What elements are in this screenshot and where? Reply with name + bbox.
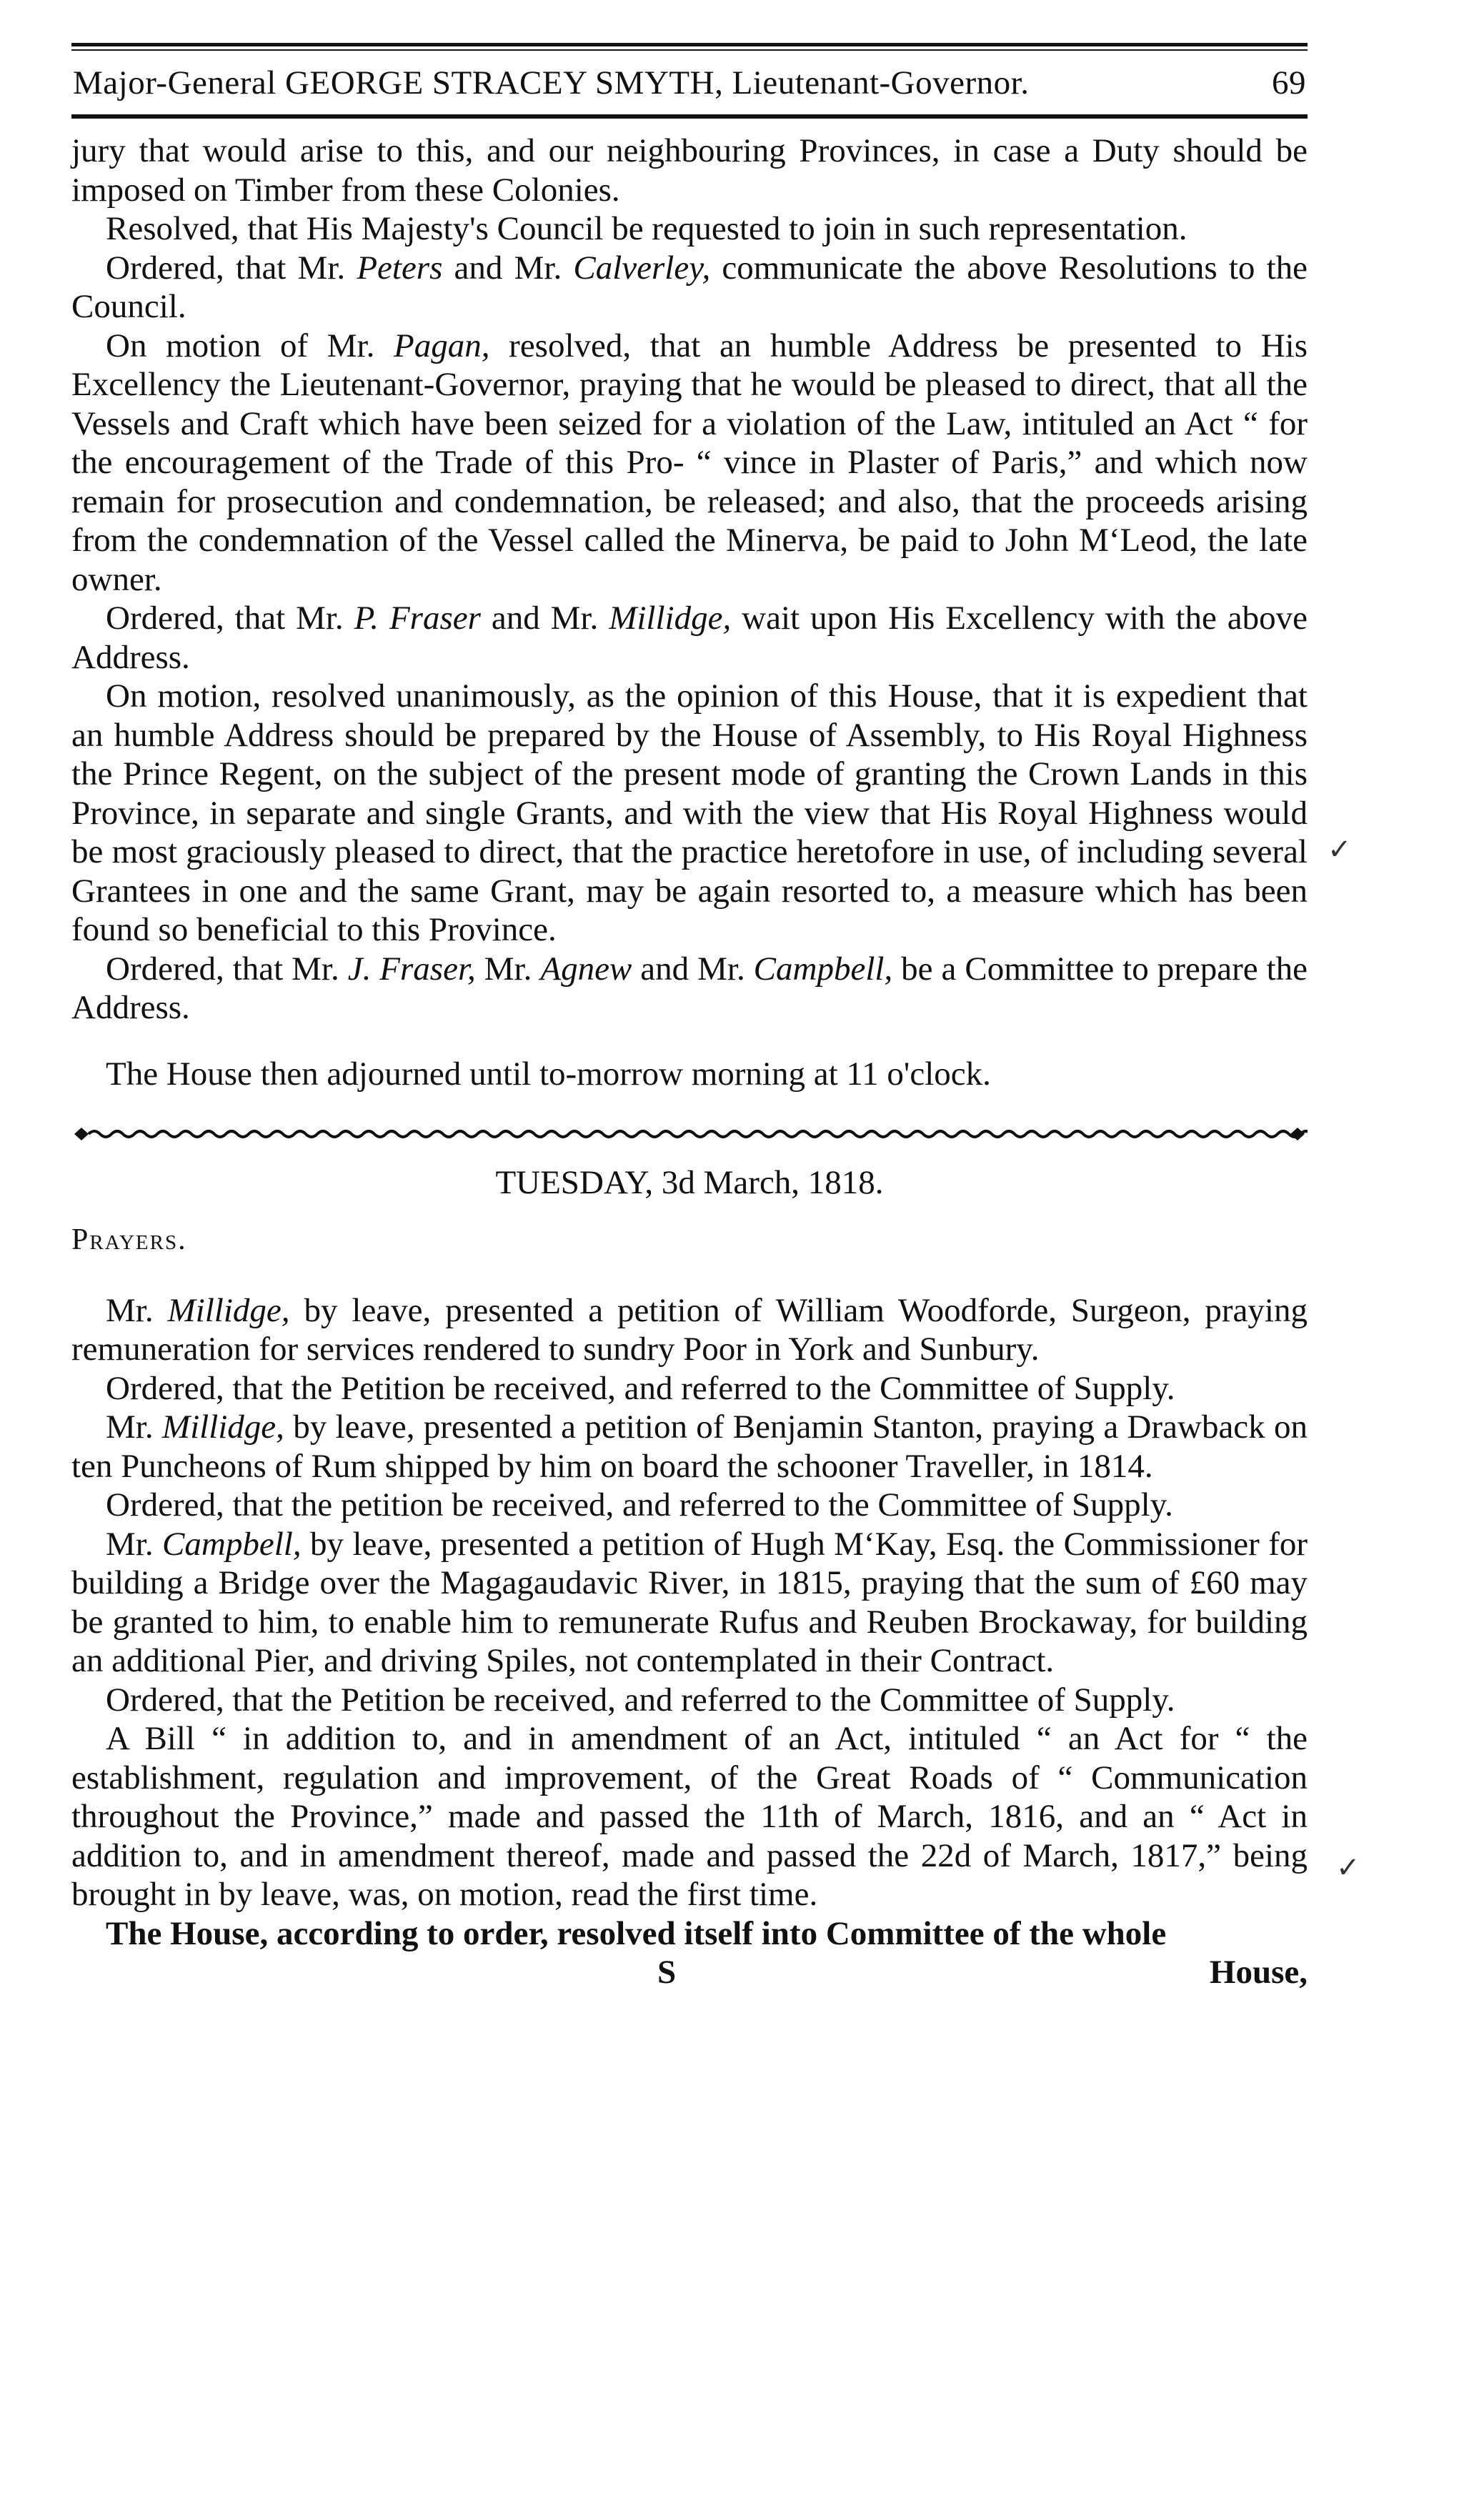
page-number: 69 [1272, 64, 1306, 101]
catchword: House, [1209, 1954, 1308, 1991]
paragraph: A Bill “ in addition to, and in amendment of an Act, intituled “ an Act for “ the establishment, regulation and improvement, of the Great Roads of “ Communication throughout the Province,” made and passed the 11th of March, 1816, and an “ Act in addition to, and in amendment thereof, made and passed the 22d of March, 1817,” being brought in by leave, was, on motion, read the first time. [71, 1720, 1308, 1913]
paragraph: Mr. Millidge, by leave, presented a petition of William Woodforde, Surgeon, praying remuneration for services rendered to sundry Poor in York and Sunbury. [71, 1291, 1308, 1368]
paragraph: On motion of Mr. Pagan, resolved, that an humble Address be presented to His Excellency the Lieutenant-Governor, praying that he would be pleased to direct, that all the Vessels and Craft which have been seized for a violation of the Law, intituled an Act “ for the encouragement of the Trade of this Pro- “ vince in Plaster of Paris,” and which now remain for prosecution and condemnation, be released; and also, that the proceeds arising from the condemnation of the Vessel called the Minerva, be paid to John M‘Leod, the late owner. [71, 327, 1308, 598]
margin-check-mark: ✓ [1328, 833, 1352, 865]
member-name: Calverley, [573, 249, 711, 287]
paragraph: Ordered, that the Petition be received, and referred to the Committee of Supply. [106, 1369, 1175, 1407]
member-name: Campbell, [162, 1525, 302, 1563]
member-name: Millidge, [609, 600, 732, 637]
wavy-rule [71, 1122, 1308, 1146]
header-rule-under [71, 114, 1308, 119]
paragraph: Resolved, that His Majesty's Council be requested to join in such representation. [106, 210, 1187, 247]
member-name: Campbell, [753, 950, 893, 988]
paragraph: Ordered, that Mr. Peters and Mr. Calverley, communicate the above Resolutions to the Council. [71, 249, 1308, 325]
member-name: P. Fraser [354, 600, 481, 637]
signature-mark: S [657, 1954, 677, 1991]
ornamental-divider [71, 1122, 1308, 1146]
member-name: Peters [357, 249, 443, 287]
bold-line: The House, according to order, resolved itself into Committee of the whole [106, 1914, 1167, 1952]
divider-wave [89, 1131, 1308, 1137]
member-name: Pagan, [394, 327, 490, 364]
paragraph: Ordered, that Mr. J. Fraser, Mr. Agnew and Mr. Campbell, be a Committee to prepare the Address. [71, 950, 1308, 1026]
paragraph: Ordered, that Mr. P. Fraser and Mr. Millidge, wait upon His Excellency with the above Address. [71, 600, 1308, 676]
divider-diamond-left [74, 1128, 89, 1140]
journal-body [71, 131, 1308, 1992]
member-name: Agnew [540, 950, 632, 988]
paragraph: Ordered, that the petition be received, and referred to the Committee of Supply. [106, 1486, 1173, 1523]
adjournment-line: The House then adjourned until to-morrow morning at 11 o'clock. [106, 1055, 991, 1093]
running-title: Major-General GEORGE STRACEY SMYTH, Lieutenant-Governor. [73, 64, 1030, 101]
prayers-label: Prayers. [71, 1223, 187, 1256]
header-rule-top [71, 43, 1308, 46]
divider-diamond-right [1290, 1128, 1305, 1140]
running-header [71, 51, 1308, 114]
paragraph: Ordered, that the Petition be received, and referred to the Committee of Supply. [106, 1681, 1175, 1719]
paragraph: Mr. Campbell, by leave, presented a petition of Hugh M‘Kay, Esq. the Commissioner for building a Bridge over the Magagaudavic River, in 1815, praying that the sum of £60 may be granted to him, to enable him to remunerate Rufus and Reuben Brockaway, for building an additional Pier, and driving Spiles, not contemplated in their Contract. [71, 1525, 1308, 1679]
paragraph: jury that would arise to this, and our neighbouring Provinces, in case a Duty should be imposed on Timber from these Colonies. [71, 132, 1308, 209]
paragraph [71, 1914, 1308, 1954]
page [71, 43, 1308, 1992]
member-name: J. Fraser, [347, 950, 476, 988]
margin-check-mark: ✓ [1336, 1851, 1360, 1884]
member-name: Millidge, [161, 1408, 284, 1446]
paragraph: Mr. Millidge, by leave, presented a petition of Benjamin Stanton, praying a Drawback on ten Puncheons of Rum shipped by him on board the schooner Traveller, in 1814. [71, 1408, 1308, 1485]
paragraph: On motion, resolved unanimously, as the opinion of this House, that it is expedient that an humble Address should be prepared by the House of Assembly, to His Royal Highness the Prince Regent, on the subject of the present mode of granting the Crown Lands in this Province, in separate and single Grants, and with the view that His Royal Highness would be most graciously pleased to direct, that the practice heretofore in use, of including several Grantees in one and the same Grant, may be again resorted to, a measure which has been found so beneficial to this Province. [71, 677, 1308, 948]
page-footer [71, 1953, 1308, 1992]
day-heading: TUESDAY, 3d March, 1818. [495, 1164, 884, 1201]
member-name: Millidge, [167, 1291, 290, 1329]
